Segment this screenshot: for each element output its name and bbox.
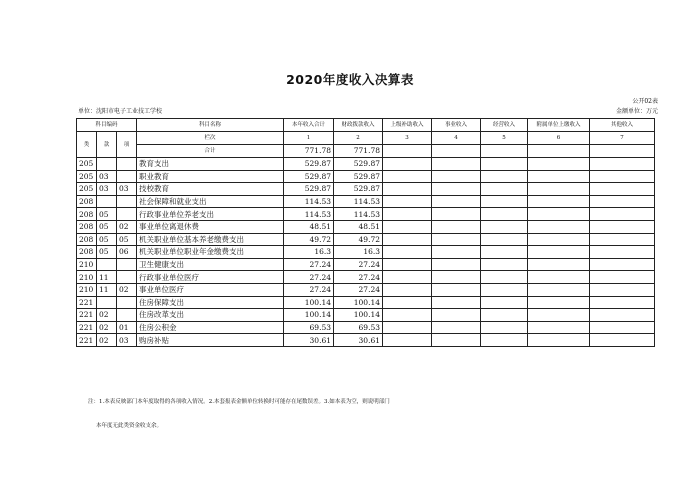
empty-cell	[383, 220, 432, 233]
empty-cell	[481, 296, 528, 309]
empty-cell	[590, 296, 655, 309]
cell-fiscal: 69.53	[334, 321, 383, 334]
cell-xiang: 05	[117, 233, 137, 246]
empty-cell	[383, 296, 432, 309]
cell-lei: 205	[77, 170, 97, 183]
cell-lei: 210	[77, 271, 97, 284]
table-row	[77, 195, 655, 208]
header-operating: 经营收入	[481, 119, 528, 132]
col-index: 7	[590, 132, 655, 145]
cell-name: 事业单位医疗	[137, 283, 284, 296]
empty-cell	[432, 220, 481, 233]
cell-kuan: 03	[97, 183, 117, 196]
cell-total: 27.24	[284, 283, 334, 296]
empty-cell	[383, 233, 432, 246]
footnote-continued: 本年度无此类资金收支余。	[96, 423, 163, 429]
col-index: 5	[481, 132, 528, 145]
sum-fiscal: 771.78	[334, 145, 383, 158]
empty-cell	[590, 195, 655, 208]
cell-xiang	[117, 170, 137, 183]
cell-kuan: 05	[97, 220, 117, 233]
header-code: 科目编码	[77, 119, 137, 132]
cell-xiang: 03	[117, 183, 137, 196]
cell-lei: 208	[77, 208, 97, 221]
empty-cell	[528, 283, 590, 296]
cell-fiscal: 27.24	[334, 271, 383, 284]
table-row	[77, 271, 655, 284]
cell-kuan: 05	[97, 208, 117, 221]
table-row	[77, 321, 655, 334]
cell-total: 529.87	[284, 183, 334, 196]
cell-fiscal: 114.53	[334, 195, 383, 208]
cell-xiang	[117, 309, 137, 322]
cell-name: 教育支出	[137, 158, 284, 171]
money-unit-label: 金额单位：万元	[615, 108, 658, 115]
empty-cell	[383, 145, 432, 158]
empty-cell	[383, 195, 432, 208]
empty-cell	[432, 309, 481, 322]
cell-lei: 208	[77, 246, 97, 259]
cell-lei: 208	[77, 233, 97, 246]
empty-cell	[590, 283, 655, 296]
cell-name: 行政事业单位养老支出	[137, 208, 284, 221]
empty-cell	[481, 283, 528, 296]
cell-fiscal: 100.14	[334, 296, 383, 309]
sum-row	[77, 145, 655, 158]
empty-cell	[481, 321, 528, 334]
cell-name: 职业教育	[137, 170, 284, 183]
cell-xiang	[117, 296, 137, 309]
empty-cell	[590, 258, 655, 271]
empty-cell	[528, 158, 590, 171]
cell-total: 529.87	[284, 170, 334, 183]
empty-cell	[590, 271, 655, 284]
header-xiang: 项	[117, 132, 137, 158]
cell-kuan	[97, 158, 117, 171]
empty-cell	[383, 170, 432, 183]
cell-lei: 210	[77, 283, 97, 296]
cell-xiang: 02	[117, 283, 137, 296]
header-fiscal: 财政拨款收入	[334, 119, 383, 132]
empty-cell	[590, 334, 655, 347]
page-title: 2020年度收入决算表	[286, 72, 414, 87]
empty-cell	[528, 195, 590, 208]
empty-cell	[481, 258, 528, 271]
cell-fiscal: 16.3	[334, 246, 383, 259]
cell-lei: 205	[77, 158, 97, 171]
cell-name: 住房改革支出	[137, 309, 284, 322]
empty-cell	[528, 183, 590, 196]
cell-xiang	[117, 271, 137, 284]
empty-cell	[528, 334, 590, 347]
cell-fiscal: 529.87	[334, 158, 383, 171]
empty-cell	[432, 158, 481, 171]
empty-cell	[481, 183, 528, 196]
empty-cell	[590, 321, 655, 334]
header-row	[77, 119, 655, 132]
empty-cell	[528, 246, 590, 259]
cell-name: 卫生健康支出	[137, 258, 284, 271]
empty-cell	[481, 246, 528, 259]
empty-cell	[481, 233, 528, 246]
empty-cell	[432, 233, 481, 246]
empty-cell	[481, 271, 528, 284]
empty-cell	[590, 183, 655, 196]
empty-cell	[432, 258, 481, 271]
cell-fiscal: 49.72	[334, 233, 383, 246]
cell-fiscal: 48.51	[334, 220, 383, 233]
cell-total: 100.14	[284, 309, 334, 322]
cell-total: 30.61	[284, 334, 334, 347]
table-row	[77, 170, 655, 183]
empty-cell	[590, 233, 655, 246]
empty-cell	[590, 145, 655, 158]
header-superior: 上级补助收入	[383, 119, 432, 132]
empty-cell	[432, 246, 481, 259]
cell-total: 529.87	[284, 158, 334, 171]
empty-cell	[528, 233, 590, 246]
cell-kuan: 03	[97, 170, 117, 183]
empty-cell	[383, 158, 432, 171]
empty-cell	[528, 321, 590, 334]
header-total: 本年收入合计	[284, 119, 334, 132]
cell-lei: 208	[77, 195, 97, 208]
cell-kuan	[97, 258, 117, 271]
header-lanci: 栏次	[137, 132, 284, 145]
cell-name: 机关职业单位职业年金缴费支出	[137, 246, 284, 259]
header-business: 事业收入	[432, 119, 481, 132]
empty-cell	[528, 271, 590, 284]
empty-cell	[383, 309, 432, 322]
col-index: 4	[432, 132, 481, 145]
cell-xiang: 02	[117, 220, 137, 233]
cell-xiang	[117, 158, 137, 171]
empty-cell	[590, 158, 655, 171]
cell-kuan: 11	[97, 271, 117, 284]
sum-total: 771.78	[284, 145, 334, 158]
empty-cell	[383, 321, 432, 334]
form-code: 公开02表	[632, 98, 658, 105]
cell-fiscal: 114.53	[334, 208, 383, 221]
footnote: 注：1.本表反映部门本年度取得的各项收入情况。2.本套报表金额单位转换时可能存在尾数误差。3.如本表为空，则说明部门	[88, 399, 390, 405]
cell-fiscal: 529.87	[334, 183, 383, 196]
cell-total: 27.24	[284, 258, 334, 271]
empty-cell	[590, 309, 655, 322]
empty-cell	[432, 283, 481, 296]
cell-lei: 221	[77, 321, 97, 334]
table-row	[77, 296, 655, 309]
cell-lei: 221	[77, 334, 97, 347]
cell-total: 114.53	[284, 208, 334, 221]
cell-lei: 221	[77, 296, 97, 309]
table-row	[77, 208, 655, 221]
cell-kuan	[97, 195, 117, 208]
empty-cell	[432, 195, 481, 208]
cell-fiscal: 30.61	[334, 334, 383, 347]
cell-xiang: 06	[117, 246, 137, 259]
cell-fiscal: 529.87	[334, 170, 383, 183]
empty-cell	[383, 258, 432, 271]
empty-cell	[481, 158, 528, 171]
empty-cell	[481, 145, 528, 158]
cell-total: 100.14	[284, 296, 334, 309]
empty-cell	[528, 145, 590, 158]
cell-name: 技校教育	[137, 183, 284, 196]
cell-total: 69.53	[284, 321, 334, 334]
cell-name: 行政事业单位医疗	[137, 271, 284, 284]
empty-cell	[481, 208, 528, 221]
cell-name: 机关职业单位基本养老缴费支出	[137, 233, 284, 246]
empty-cell	[432, 296, 481, 309]
cell-kuan: 05	[97, 233, 117, 246]
header-kuan: 款	[97, 132, 117, 158]
empty-cell	[481, 220, 528, 233]
cell-lei: 205	[77, 183, 97, 196]
col-index: 6	[528, 132, 590, 145]
cell-total: 114.53	[284, 195, 334, 208]
column-index-row	[77, 132, 655, 145]
cell-lei: 221	[77, 309, 97, 322]
empty-cell	[528, 258, 590, 271]
table-row	[77, 220, 655, 233]
col-index: 1	[284, 132, 334, 145]
empty-cell	[528, 309, 590, 322]
cell-name: 购房补贴	[137, 334, 284, 347]
cell-xiang	[117, 208, 137, 221]
cell-kuan: 05	[97, 246, 117, 259]
header-lei: 类	[77, 132, 97, 158]
empty-cell	[383, 183, 432, 196]
empty-cell	[383, 208, 432, 221]
table-row	[77, 334, 655, 347]
income-table	[76, 118, 655, 347]
empty-cell	[383, 271, 432, 284]
cell-lei: 210	[77, 258, 97, 271]
empty-cell	[432, 170, 481, 183]
cell-fiscal: 27.24	[334, 258, 383, 271]
table-row	[77, 246, 655, 259]
empty-cell	[383, 246, 432, 259]
sum-label: 合计	[137, 145, 284, 158]
header-affiliated: 附属单位上缴收入	[528, 119, 590, 132]
empty-cell	[383, 334, 432, 347]
empty-cell	[432, 145, 481, 158]
table-row	[77, 258, 655, 271]
empty-cell	[590, 220, 655, 233]
table-row	[77, 183, 655, 196]
table-row	[77, 233, 655, 246]
empty-cell	[528, 296, 590, 309]
cell-fiscal: 100.14	[334, 309, 383, 322]
empty-cell	[590, 208, 655, 221]
cell-xiang: 01	[117, 321, 137, 334]
empty-cell	[528, 170, 590, 183]
cell-xiang	[117, 195, 137, 208]
empty-cell	[590, 246, 655, 259]
table-row	[77, 158, 655, 171]
empty-cell	[481, 195, 528, 208]
cell-total: 48.51	[284, 220, 334, 233]
col-index: 3	[383, 132, 432, 145]
empty-cell	[481, 334, 528, 347]
empty-cell	[432, 183, 481, 196]
header-name: 科目名称	[137, 119, 284, 132]
cell-total: 27.24	[284, 271, 334, 284]
table-row	[77, 309, 655, 322]
cell-fiscal: 27.24	[334, 283, 383, 296]
cell-name: 住房公积金	[137, 321, 284, 334]
cell-lei: 208	[77, 220, 97, 233]
empty-cell	[432, 321, 481, 334]
header-other: 其他收入	[590, 119, 655, 132]
cell-xiang	[117, 258, 137, 271]
empty-cell	[528, 220, 590, 233]
empty-cell	[383, 283, 432, 296]
cell-total: 16.3	[284, 246, 334, 259]
empty-cell	[432, 208, 481, 221]
cell-kuan	[97, 296, 117, 309]
unit-label: 单位：沈阳市电子工业技工学校	[78, 108, 163, 115]
cell-name: 事业单位离退休费	[137, 220, 284, 233]
cell-name: 社会保障和就业支出	[137, 195, 284, 208]
cell-kuan: 02	[97, 309, 117, 322]
cell-kuan: 02	[97, 334, 117, 347]
empty-cell	[432, 334, 481, 347]
cell-xiang: 03	[117, 334, 137, 347]
empty-cell	[528, 208, 590, 221]
cell-kuan: 02	[97, 321, 117, 334]
empty-cell	[590, 170, 655, 183]
cell-name: 住房保障支出	[137, 296, 284, 309]
empty-cell	[481, 170, 528, 183]
col-index: 2	[334, 132, 383, 145]
empty-cell	[432, 271, 481, 284]
table-row	[77, 283, 655, 296]
cell-kuan: 11	[97, 283, 117, 296]
empty-cell	[481, 309, 528, 322]
cell-total: 49.72	[284, 233, 334, 246]
